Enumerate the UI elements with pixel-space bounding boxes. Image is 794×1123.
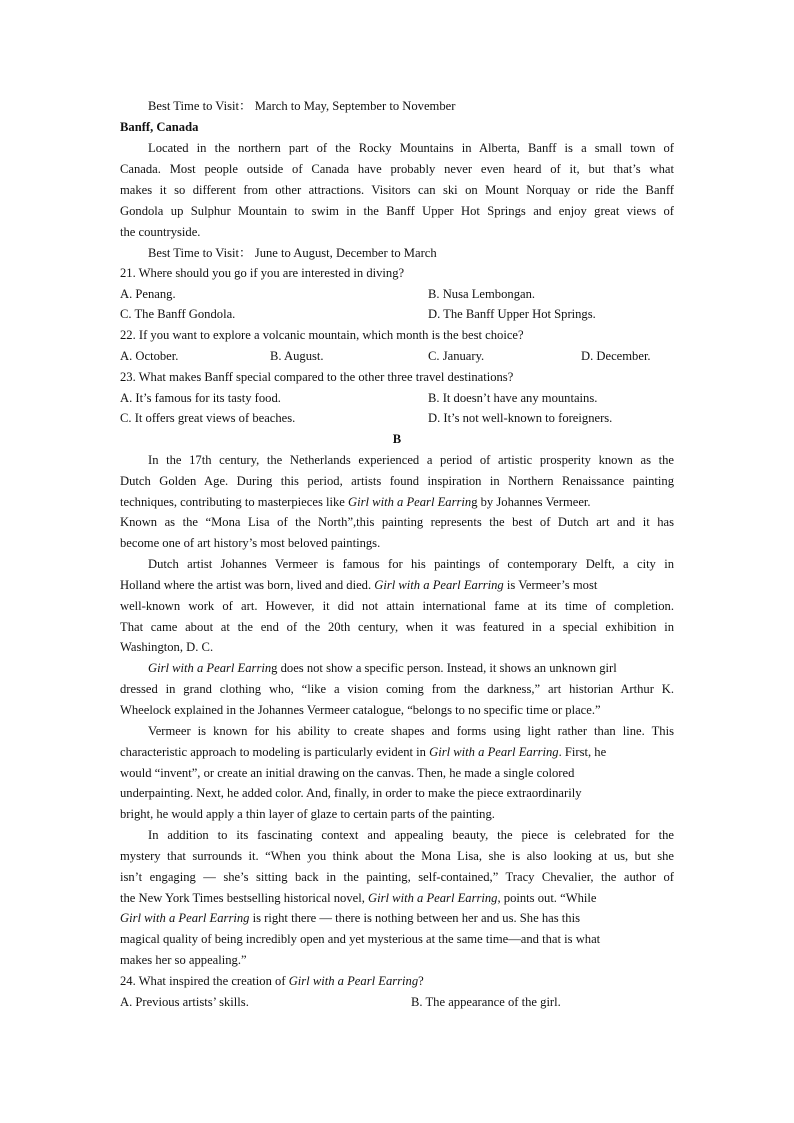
paragraph-line: dressed in grand clothing who, “like a vision coming from the darkness,” art historian Arthur K. bbox=[120, 682, 674, 696]
option-b: B. The appearance of the girl. bbox=[411, 995, 561, 1009]
work-title: Girl with a Pearl Earring bbox=[120, 911, 250, 925]
option-b: B. It doesn’t have any mountains. bbox=[428, 391, 598, 405]
paragraph-line: the countryside. bbox=[120, 225, 201, 239]
paragraph-line: In addition to its fascinating context and appealing beauty, the piece is celebrated for the bbox=[148, 828, 674, 842]
work-title: Girl with a Pearl Earring bbox=[368, 891, 498, 905]
paragraph-line: Holland where the artist was born, lived and died. Girl with a Pearl Earring is Vermeer’s most bbox=[120, 578, 598, 592]
option-c: C. January. bbox=[428, 349, 485, 363]
option-a: A. It’s famous for its tasty food. bbox=[120, 391, 281, 405]
paragraph-line: Known as the “Mona Lisa of the North”,this painting represents the best of Dutch art and it has bbox=[120, 515, 674, 529]
paragraph-line: Wheelock explained in the Johannes Vermeer catalogue, “belongs to no specific time or place.” bbox=[120, 703, 601, 717]
option-d: D. December. bbox=[581, 349, 651, 363]
option-c: C. It offers great views of beaches. bbox=[120, 411, 296, 425]
paragraph-line: makes it so different from other attractions. Visitors can ski on Mount Norquay or ride the Banff bbox=[120, 183, 674, 197]
best-time-line: Best Time to Visit： June to August, December to March bbox=[148, 246, 437, 260]
paragraph-line: In the 17th century, the Netherlands experienced a period of artistic prosperity known as the bbox=[148, 453, 674, 467]
paragraph-line: Dutch Golden Age. During this period, artists found inspiration in Northern Renaissance painting bbox=[120, 474, 674, 488]
option-b: B. Nusa Lembongan. bbox=[428, 287, 536, 301]
paragraph-line: Girl with a Pearl Earring does not show a specific person. Instead, it shows an unknown girl bbox=[148, 661, 617, 675]
option-d: D. The Banff Upper Hot Springs. bbox=[428, 307, 596, 321]
paragraph-line: makes her so appealing.” bbox=[120, 953, 247, 967]
destination-heading: Banff, Canada bbox=[120, 120, 199, 134]
option-a: A. Penang. bbox=[120, 287, 176, 301]
paragraph-line: Dutch artist Johannes Vermeer is famous for his paintings of contemporary Delft, a city in bbox=[148, 557, 674, 571]
option-d: D. It’s not well-known to foreigners. bbox=[428, 411, 613, 425]
paragraph-line: isn’t engaging — she’s sitting back in the painting, self-contained,” Tracy Chevalier, the author of bbox=[120, 870, 674, 884]
work-title: Girl with a Pearl Earring bbox=[288, 974, 419, 988]
option-a: A. Previous artists’ skills. bbox=[120, 995, 249, 1009]
work-title: Girl with a Pearl Earrin bbox=[148, 661, 272, 675]
work-title: Girl with a Pearl Earring bbox=[374, 578, 504, 592]
paragraph-line: techniques, contributing to masterpieces like Girl with a Pearl Earring by Johannes Vermeer. bbox=[120, 495, 591, 509]
paragraph-line: Canada. Most people outside of Canada have probably never even heard of it, but that’s what bbox=[120, 162, 674, 176]
paragraph-line: bright, he would apply a thin layer of glaze to certain parts of the painting. bbox=[120, 807, 495, 821]
paragraph-line: well-known work of art. However, it did not attain international fame at its time of completion. bbox=[120, 599, 674, 613]
paragraph-line: Located in the northern part of the Rocky Mountains in Alberta, Banff is a small town of bbox=[148, 141, 674, 155]
question-stem: 24. What inspired the creation of Girl with a Pearl Earring? bbox=[120, 974, 424, 988]
question-stem: 21. Where should you go if you are interested in diving? bbox=[120, 266, 405, 280]
paragraph-line: magical quality of being incredibly open and yet mysterious at the same time—and that is what bbox=[120, 932, 601, 946]
paragraph-line: the New York Times bestselling historical novel, Girl with a Pearl Earring, points out. “While bbox=[120, 891, 597, 905]
paragraph-line: underpainting. Next, he added color. And, finally, in order to make the piece extraordinarily bbox=[120, 786, 582, 800]
paragraph-line: mystery that surrounds it. “When you think about the Mona Lisa, she is also looking at us, but she bbox=[120, 849, 674, 863]
paragraph-line: Washington, D. C. bbox=[120, 640, 214, 654]
work-title: Girl with a Pearl Earrin bbox=[348, 495, 472, 509]
option-b: B. August. bbox=[270, 349, 324, 363]
work-title: Girl with a Pearl Earring bbox=[429, 745, 559, 759]
paragraph-line: Girl with a Pearl Earring is right there — there is nothing between her and us. She has this bbox=[120, 911, 580, 925]
paragraph-line: That came about at the end of the 20th century, when it was featured in a special exhibition in bbox=[120, 620, 674, 634]
option-a: A. October. bbox=[120, 349, 179, 363]
paragraph-line: characteristic approach to modeling is particularly evident in Girl with a Pearl Earring. First, he bbox=[120, 745, 607, 759]
paragraph-line: Vermeer is known for his ability to create shapes and forms using light rather than line. This bbox=[148, 724, 674, 738]
question-stem: 22. If you want to explore a volcanic mountain, which month is the best choice? bbox=[120, 328, 524, 342]
section-heading: B bbox=[392, 432, 402, 446]
paragraph-line: would “invent”, or create an initial drawing on the canvas. Then, he made a single colored bbox=[120, 766, 575, 780]
option-c: C. The Banff Gondola. bbox=[120, 307, 236, 321]
best-time-line: Best Time to Visit： March to May, September to November bbox=[148, 99, 456, 113]
question-stem: 23. What makes Banff special compared to the other three travel destinations? bbox=[120, 370, 514, 384]
paragraph-line: Gondola up Sulphur Mountain to swim in the Banff Upper Hot Springs and enjoy great views of bbox=[120, 204, 674, 218]
paragraph-line: become one of art history’s most beloved paintings. bbox=[120, 536, 381, 550]
